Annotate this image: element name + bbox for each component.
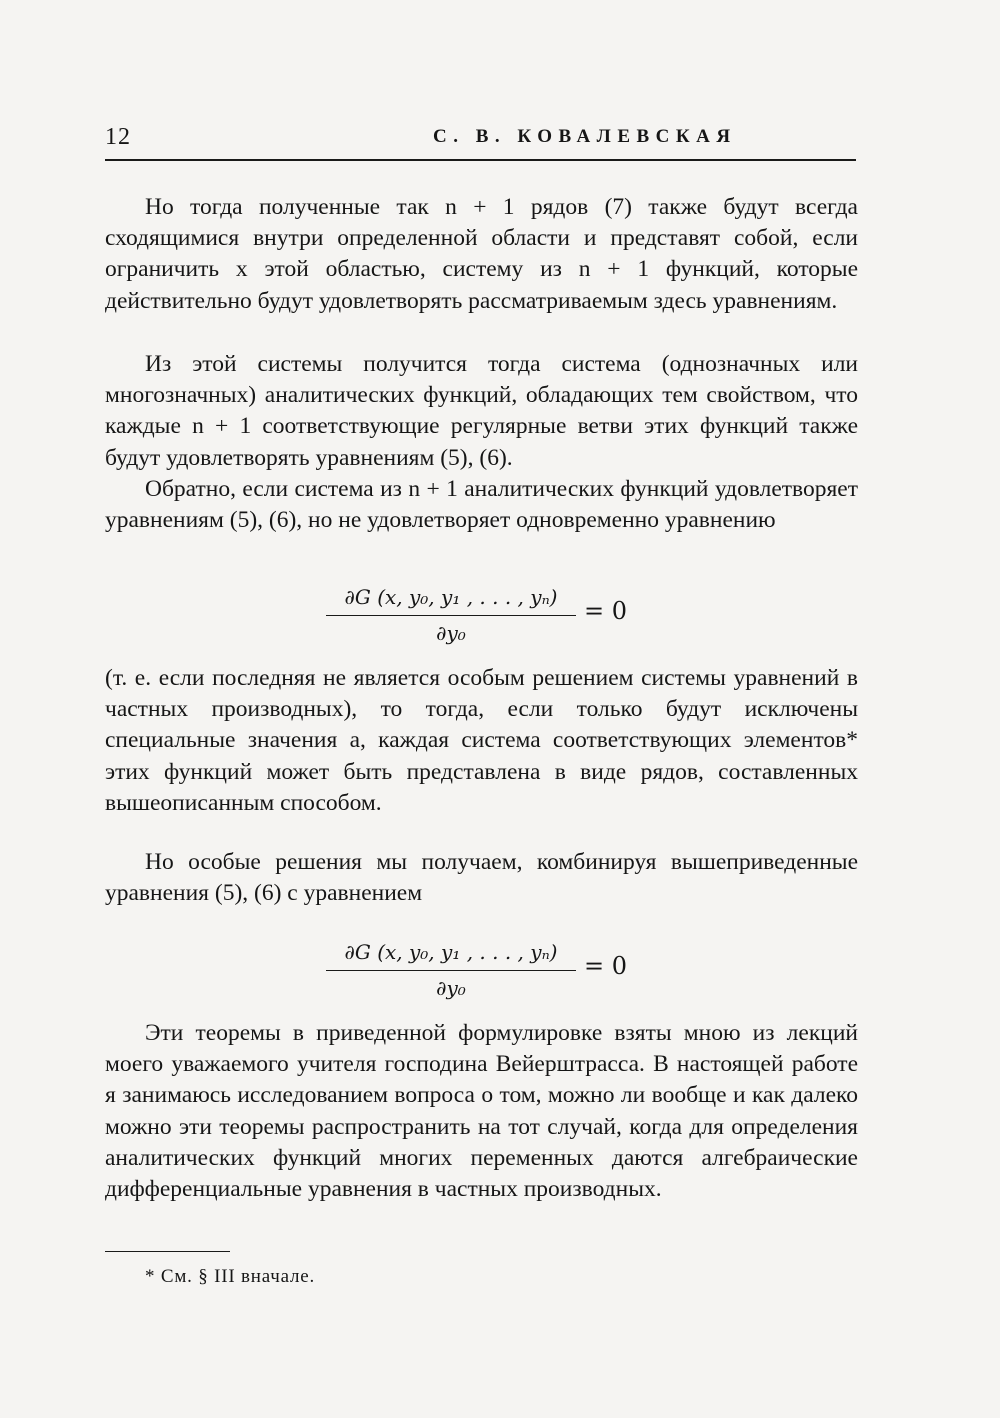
formula-2-fraction — [326, 940, 576, 1000]
formula-1 — [0, 585, 1000, 655]
paragraph-2: Из этой системы получится тогда система (однозначных или многозначных) аналитических функций, обладающих тем свойством, что каждые n + 1 соответствующие регулярные ветви этих функций также будут удовлетворять уравнениям (5), (6). — [105, 351, 858, 471]
formula-2-rhs: = 0 — [584, 952, 628, 980]
paragraph-3: Обратно, если система из n + 1 аналитических функций удовлетворяет уравнениям (5), (6), но не удовлетворяет одновременно уравнению — [105, 476, 858, 534]
running-title: С. В. КОВАЛЕВСКАЯ — [433, 126, 737, 147]
footnote: * См. § III вначале. — [145, 1266, 316, 1287]
page-number: 12 — [105, 124, 131, 150]
formula-2-numerator: ∂G (x, y₀, y₁ , . . . , yₙ) — [326, 940, 576, 971]
formula-1-denominator: ∂y₀ — [436, 621, 466, 645]
paragraph-5: Но особые решения мы получаем, комбинируя вышеприведенные уравнения (5), (6) с уравнением — [105, 849, 858, 907]
formula-2-denominator: ∂y₀ — [436, 976, 466, 1000]
footnote-rule — [105, 1251, 230, 1252]
page-header — [105, 124, 855, 154]
paragraph-6: Эти теоремы в приведенной формулировке взяты мною из лекций моего уважаемого учителя господина Вейерштрасса. В настоящей работе я занимаюсь исследованием вопроса о том, можно ли вообще и как далеко можно эти теоремы распространить на тот случай, когда для определения аналитических функций многих переменных даются алгебраические дифференциальные уравнения в частных производных. — [105, 1020, 858, 1203]
paragraph-1: Но тогда полученные так n + 1 рядов (7) также будут всегда сходящимися внутри определенной области и представят собой, если ограничить x этой областью, систему из n + 1 функций, которые действительно будут удовлетворять рассматриваемым здесь уравнениям. — [105, 194, 858, 314]
header-rule — [105, 159, 856, 161]
formula-1-numerator: ∂G (x, y₀, y₁ , . . . , yₙ) — [326, 585, 576, 616]
paragraph-4: (т. е. если последняя не является особым решением системы уравнений в частных производных), то тогда, если только будут исключены специальные значения a, каждая система соответствующих элементов* этих функций может быть представлена в виде рядов, составленных вышеописанным способом. — [105, 665, 858, 816]
formula-1-fraction — [326, 585, 576, 645]
formula-1-rhs: = 0 — [584, 597, 628, 625]
formula-2 — [0, 940, 1000, 1010]
